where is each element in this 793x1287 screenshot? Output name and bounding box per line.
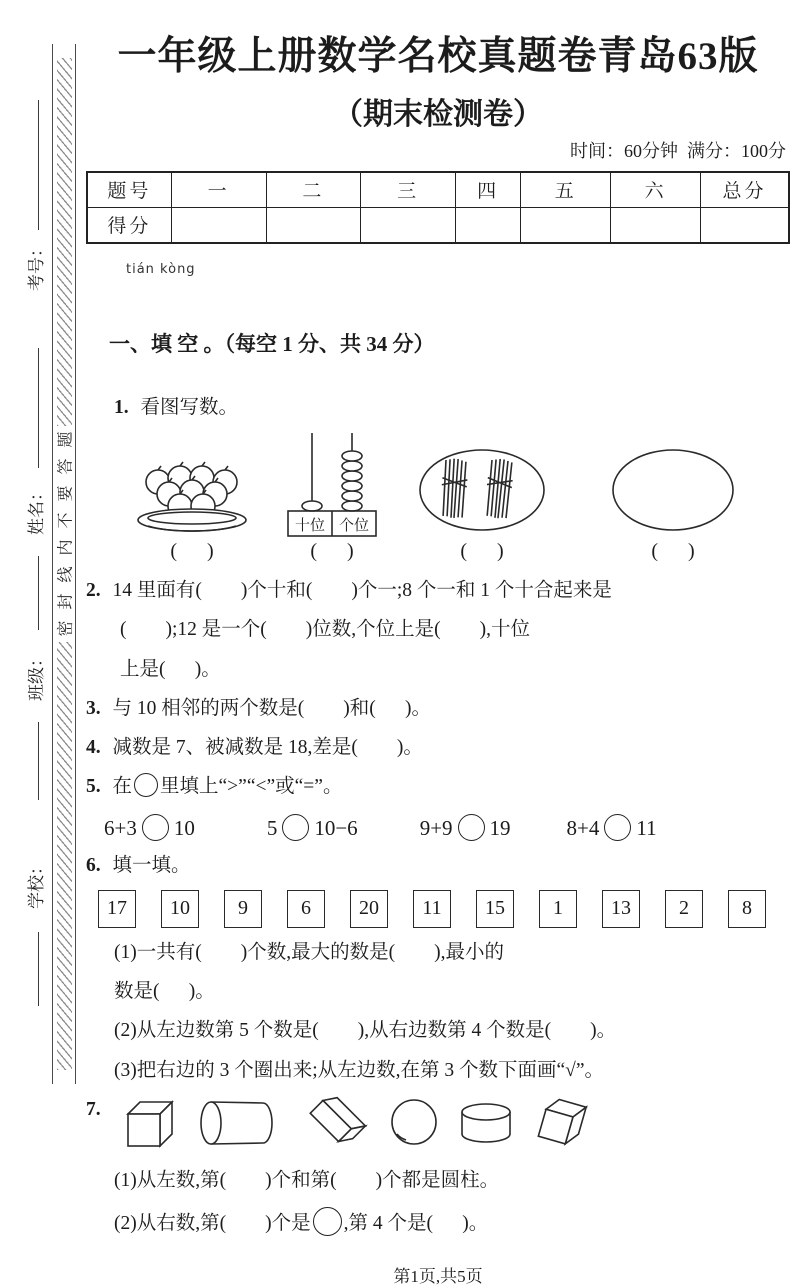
field-blank-line (38, 348, 39, 468)
score-table (86, 171, 790, 244)
field-blank-line (38, 722, 39, 800)
section-1-heading: tián kòng 一、填 空 。（每空 1 分、共 34 分） (109, 261, 435, 356)
question-4 (86, 734, 790, 762)
question-2 (86, 577, 790, 605)
abacus-figure (282, 430, 382, 563)
expression-left: 9+9 (419, 815, 453, 840)
seal-char: 不 (57, 512, 75, 529)
seal-char: 线 (57, 566, 75, 583)
page-number: 第1页,共5页 (393, 1266, 483, 1286)
compare-circle-icon (604, 814, 631, 841)
time-score-info: 时间：60分钟 满分：100分 (570, 140, 786, 161)
question-6 (86, 852, 790, 880)
compare-circle-icon (282, 814, 309, 841)
field-blank-line (38, 100, 39, 230)
number-card: 6 (287, 890, 325, 928)
question-number: 2. (86, 580, 101, 602)
question-text: 看图写数。 (140, 396, 239, 418)
answer-blank: ( ) (170, 540, 214, 563)
expression-right: 10−6 (314, 815, 358, 840)
question-6-sub2: (2)从左边数第 5 个数是( ),从右边数第 4 个数是( )。 (114, 1020, 617, 1042)
number-card: 10 (161, 890, 199, 928)
question-7-sub1: (1)从左数,第( )个和第( )个都是圆柱。 (114, 1170, 500, 1192)
score-cell (521, 207, 611, 243)
question-number: 4. (86, 737, 101, 759)
sphere-blank-icon (313, 1207, 342, 1236)
compare-circle-icon (458, 814, 485, 841)
number-card: 8 (728, 890, 766, 928)
score-table-score-row (87, 207, 789, 243)
answer-blank: ( ) (460, 540, 504, 563)
score-cell (611, 207, 701, 243)
empty-oval-drawing (610, 446, 736, 538)
ones-beads (342, 451, 362, 511)
lying-cylinder-shape (197, 1097, 281, 1149)
standing-cylinder-shape (458, 1100, 516, 1146)
number-card-row (98, 890, 766, 928)
stick-bundle (439, 458, 469, 519)
peach-plate-drawing (132, 446, 252, 538)
seal-hatching (57, 642, 72, 1070)
question-text: 填一填。 (112, 854, 191, 876)
comparison-item (567, 814, 657, 841)
class-label: 班级： (26, 649, 46, 701)
seal-char: 内 (57, 539, 75, 556)
seal-char: 题 (57, 431, 75, 448)
tens-bead (302, 501, 322, 511)
answer-blank: ( ) (651, 540, 695, 563)
paper-subtitle: （期末检测卷） (333, 97, 543, 131)
header-section: 四 (456, 172, 521, 208)
question-number: 6. (86, 854, 101, 876)
number-card: 15 (476, 890, 514, 928)
question-text: 14 里面有( )个十和( )个一;8 个一和 1 个十合起来是 (112, 580, 612, 602)
question-number: 3. (86, 697, 101, 719)
number-card: 2 (665, 890, 703, 928)
question-2-line2: ( );12 是一个( )位数,个位上是( ),十位 (120, 619, 531, 641)
seal-char: 要 (57, 485, 75, 502)
seal-char: 答 (57, 458, 75, 475)
score-cell (171, 207, 266, 243)
question-6-sub3: (3)把右边的 3 个圈出来;从左边数,在第 3 个数下面画“√”。 (114, 1059, 605, 1081)
exam-number-label: 考号： (26, 239, 46, 291)
question-1-figures (86, 430, 790, 563)
header-total: 总分 (701, 172, 790, 208)
score-table-header-row (87, 172, 789, 208)
question-number: 5. (86, 776, 101, 798)
seal-char: 密 (57, 620, 75, 637)
compare-circle-icon (142, 814, 169, 841)
score-cell (456, 207, 521, 243)
seal-line-strip (52, 44, 76, 1084)
number-card: 11 (413, 890, 451, 928)
expression-right: 10 (173, 815, 195, 840)
tilted-cuboid-shape (298, 1090, 372, 1156)
number-card: 20 (350, 890, 388, 928)
question-number: 1. (114, 396, 129, 418)
header-section: 一 (171, 172, 266, 208)
comparison-item (267, 814, 358, 841)
stick-bundle (483, 458, 515, 520)
question-text-post: 里填上“>”“<”或“=”。 (160, 776, 343, 798)
question-text: 减数是 7、被减数是 18,差是( )。 (112, 737, 423, 759)
header-section: 二 (266, 172, 361, 208)
plate (138, 509, 246, 531)
header-question-no: 题号 (87, 172, 171, 208)
score-cell (701, 207, 790, 243)
peach-plate-figure (132, 446, 252, 563)
expression-right: 11 (636, 815, 657, 840)
question-7-sub2: (2)从右数,第( )个是 ,第 4 个是( )。 (114, 1207, 790, 1238)
comparison-item (104, 814, 195, 841)
empty-oval-figure (610, 446, 736, 563)
question-6-sub1-wrap: 数是( )。 (114, 981, 215, 1003)
pinyin-annotation: tián kòng (126, 261, 196, 277)
score-cell (266, 207, 361, 243)
header-section: 三 (361, 172, 456, 208)
cube-shape (120, 1094, 180, 1152)
answer-blank: ( ) (310, 540, 354, 563)
score-row-label: 得分 (87, 207, 171, 243)
ones-place-label: 个位 (338, 518, 370, 535)
header-section: 五 (521, 172, 611, 208)
question-number: 7. (86, 1098, 101, 1120)
question-1 (114, 394, 790, 422)
expression-left: 6+3 (104, 815, 137, 840)
expression-left: 8+4 (566, 815, 600, 840)
question-text: 与 10 相邻的两个数是( )和( )。 (112, 697, 431, 719)
header-section: 六 (611, 172, 701, 208)
stick-bundles-drawing (416, 446, 548, 538)
question-3 (86, 695, 790, 723)
expression-left: 5 (266, 815, 278, 840)
paper-content (86, 34, 790, 1287)
paper-title: 一年级上册数学名校真题卷青岛63版 (117, 35, 759, 78)
question-text-pre: 在 (112, 776, 133, 798)
comparison-item (420, 814, 511, 841)
score-cell (361, 207, 456, 243)
question-2-line3: 上是( )。 (120, 658, 221, 680)
number-card: 13 (602, 890, 640, 928)
number-card: 9 (224, 890, 262, 928)
question-7-shapes (120, 1090, 790, 1156)
question-6-sub1: (1)一共有( )个数,最大的数是( ),最小的 (114, 941, 504, 963)
tens-place-label: 十位 (294, 518, 326, 535)
school-label: 学校： (26, 857, 46, 909)
seal-char: 封 (57, 593, 75, 610)
number-card: 17 (98, 890, 136, 928)
field-blank-line (38, 932, 39, 1006)
field-blank-line (38, 556, 39, 630)
seal-hatching (57, 58, 72, 426)
number-card: 1 (539, 890, 577, 928)
sphere-shape (389, 1095, 441, 1151)
comparison-row (102, 814, 790, 841)
abacus-drawing (282, 430, 382, 538)
expression-right: 19 (489, 815, 511, 840)
stick-bundles-figure (416, 446, 548, 563)
tilted-cube-shape (533, 1091, 597, 1155)
name-label: 姓名： (26, 483, 46, 535)
question-5 (86, 773, 790, 801)
compare-circle-icon (134, 773, 158, 797)
